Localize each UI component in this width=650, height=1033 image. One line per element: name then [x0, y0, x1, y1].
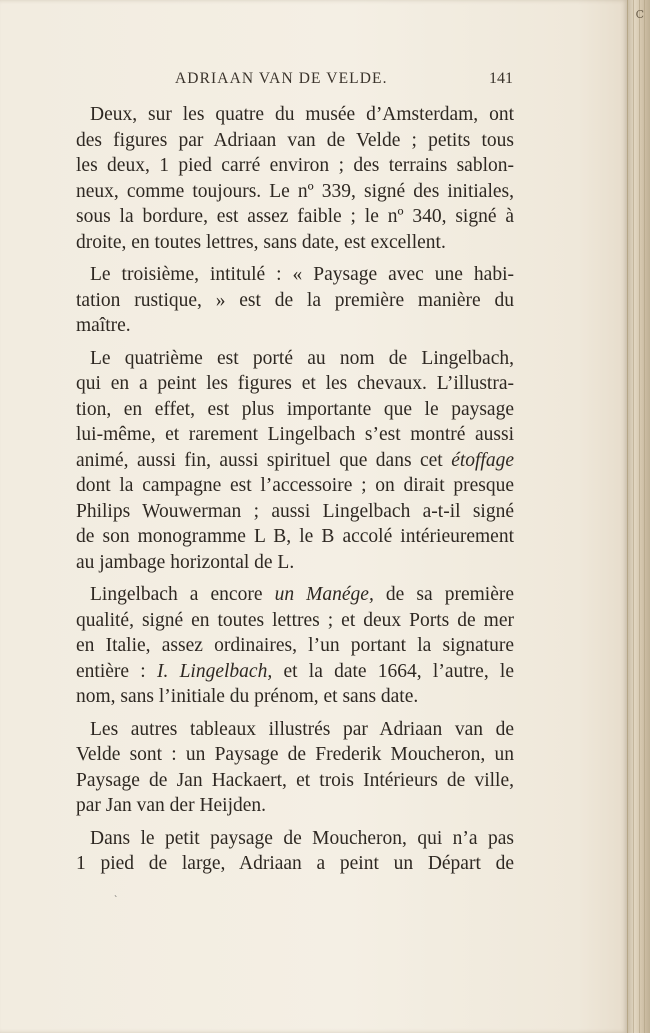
text-line: Philips Wouwerman ; aussi Lingelbach a-t-il signé	[76, 500, 514, 522]
text-line: qui en a peint les figures et les chevaux. L’illustra-	[76, 373, 514, 394]
text-line: Le troisième, intitulé : « Paysage avec une habi-	[90, 264, 514, 285]
italic-signature: I. Lingelbach,	[156, 660, 273, 682]
text-segment: de sa première	[385, 584, 514, 605]
text-segment: et la date 1664, l’autre, le	[283, 660, 515, 682]
text-segment: entière :	[76, 660, 146, 682]
body-text	[76, 102, 514, 877]
text-line: droite, en toutes lettres, sans date, est excellent.	[76, 231, 446, 253]
text-line: maître.	[76, 315, 131, 336]
text-line	[76, 582, 514, 608]
text-line: tation rustique, » est de la première manière du	[76, 289, 514, 311]
running-title: ADRIAAN VAN DE VELDE.	[175, 70, 388, 87]
text-segment: animé, aussi fin, aussi spirituel que dans cet	[76, 449, 443, 471]
text-line: nom, sans l’initiale du prénom, et sans date.	[76, 686, 419, 707]
text-line: dont la campagne est l’accessoire ; on dirait presque	[76, 475, 514, 496]
text-line: Le quatrième est porté au nom de Lingelbach,	[90, 347, 514, 369]
text-line: sous la bordure, est assez faible ; le nº 340, signé à	[76, 206, 514, 227]
text-line: Dans le petit paysage de Moucheron, qui n’a pas	[90, 827, 514, 849]
italic-term: étoffage	[451, 449, 515, 471]
page-edge-stack	[627, 0, 650, 1033]
text-line: de son monogramme L B, le B accolé intérieurement	[76, 526, 514, 547]
text-line: des figures par Adriaan van de Velde ; petits tous	[76, 129, 514, 151]
edge-mark: C	[635, 8, 644, 21]
text-line: neux, comme toujours. Le nº 339, signé des initiales,	[76, 180, 514, 202]
page-number: 141	[489, 70, 513, 87]
text-line: 1 pied de large, Adriaan a peint un Départ de	[76, 853, 514, 874]
text-line: Paysage de Jan Hackaert, et trois Intérieurs de ville,	[76, 769, 514, 791]
page-header	[175, 70, 515, 94]
text-line: Deux, sur les quatre du musée d’Amsterdam, ont	[90, 104, 514, 125]
text-line	[76, 448, 514, 474]
text-line: tion, en effet, est plus importante que le paysage	[76, 398, 514, 420]
text-line: lui-même, et rarement Lingelbach s’est montré aussi	[76, 424, 514, 445]
text-line: qualité, signé en toutes lettres ; et deux Ports de mer	[76, 609, 514, 631]
text-line: Velde sont : un Paysage de Frederik Moucheron, un	[76, 744, 514, 765]
text-line: en Italie, assez ordinaires, l’un portant la signature	[76, 635, 514, 656]
text-line: par Jan van der Heijden.	[76, 795, 267, 816]
text-line: les deux, 1 pied carré environ ; des terrains sablon-	[76, 155, 514, 176]
text-line: Les autres tableaux illustrés par Adriaan van de	[90, 718, 514, 740]
italic-title: un Manége,	[274, 584, 374, 605]
text-segment: Lingelbach a encore	[90, 584, 263, 605]
text-line	[76, 659, 514, 685]
text-line: au jambage horizontal de L.	[76, 551, 295, 573]
ink-speck: ˋ	[114, 895, 118, 906]
